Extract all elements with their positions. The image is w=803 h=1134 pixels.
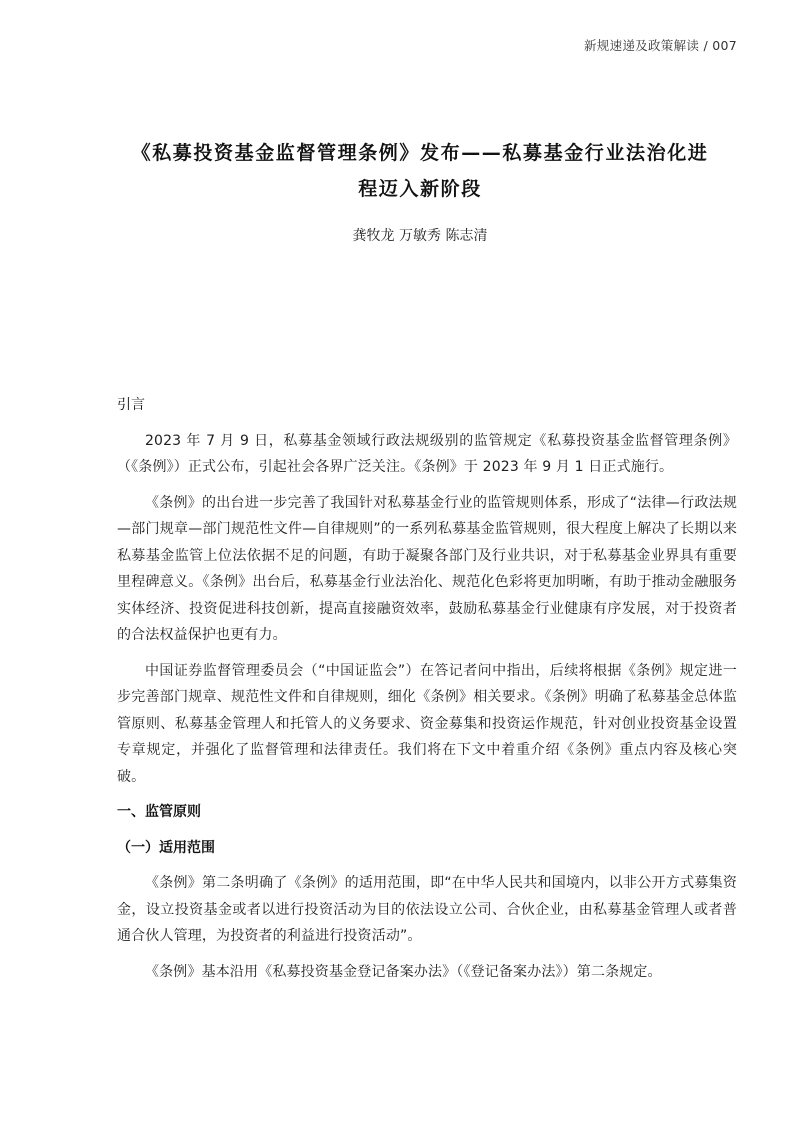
section-1-paragraph-1: 《条例》第二条明确了《条例》的适用范围，即“在中华人民共和国境内，以非公开方式募集资金，设立投资基金或者以进行投资活动为目的依法设立公司、合伙企业，由私募基金管理人或者普通合伙人管理，为投资者的利益进行投资活动”。	[117, 875, 737, 944]
article-title-line-1: 《私募投资基金监督管理条例》发布——私募基金行业法治化进	[131, 142, 709, 164]
intro-heading: 引言	[117, 397, 145, 413]
article-authors: 龚牧龙 万敏秀 陈志清	[352, 228, 488, 244]
section-1-heading: 一、监管原则	[117, 804, 201, 820]
intro-paragraph-3: 中国证券监督管理委员会（“中国证监会”）在答记者问中指出，后续将根据《条例》规定进一步完善部门规章、规范性文件和自律规则，细化《条例》相关要求。《条例》明确了私募基金总体监管原则、私募基金管理人和托管人的义务要求、资金募集和投资运作规范，针对创业投资基金设置专章规定，并强化了监督管理和法律责任。我们将在下文中着重介绍《条例》重点内容及核心突破。	[117, 662, 737, 785]
running-header: 新规速递及政策解读 / 007	[583, 38, 737, 53]
intro-paragraph-2: 《条例》的出台进一步完善了我国针对私募基金行业的监管规则体系，形成了“法律—行政法规—部门规章—部门规范性文件—自律规则”的一系列私募基金监管规则，很大程度上解决了长期以来私募基金监管上位法依据不足的问题，有助于凝聚各部门及行业共识，对于私募基金业界具有重要里程碑意义。《条例》出台后，私募基金行业法治化、规范化色彩将更加明晰，有助于推动金融服务实体经济、投资促进科技创新，提高直接融资效率，鼓励私募基金行业健康有序发展，对于投资者的合法权益保护也更有力。	[117, 494, 737, 643]
section-1-paragraph-2: 《条例》基本沿用《私募投资基金登记备案办法》（《登记备案办法》）第二条规定。	[145, 963, 662, 980]
article-title-line-2: 程迈入新阶段	[358, 178, 482, 200]
article-body	[117, 392, 737, 994]
subsection-1-heading: （一）适用范围	[117, 839, 215, 856]
intro-paragraph-1: 2023 年 7 月 9 日，私募基金领域行政法规级别的监管规定《私募投资基金监督管理条例》（《条例》）正式公布，引起社会各界广泛关注。《条例》于 2023 年 9 月 1 日正式施行。	[117, 432, 737, 475]
